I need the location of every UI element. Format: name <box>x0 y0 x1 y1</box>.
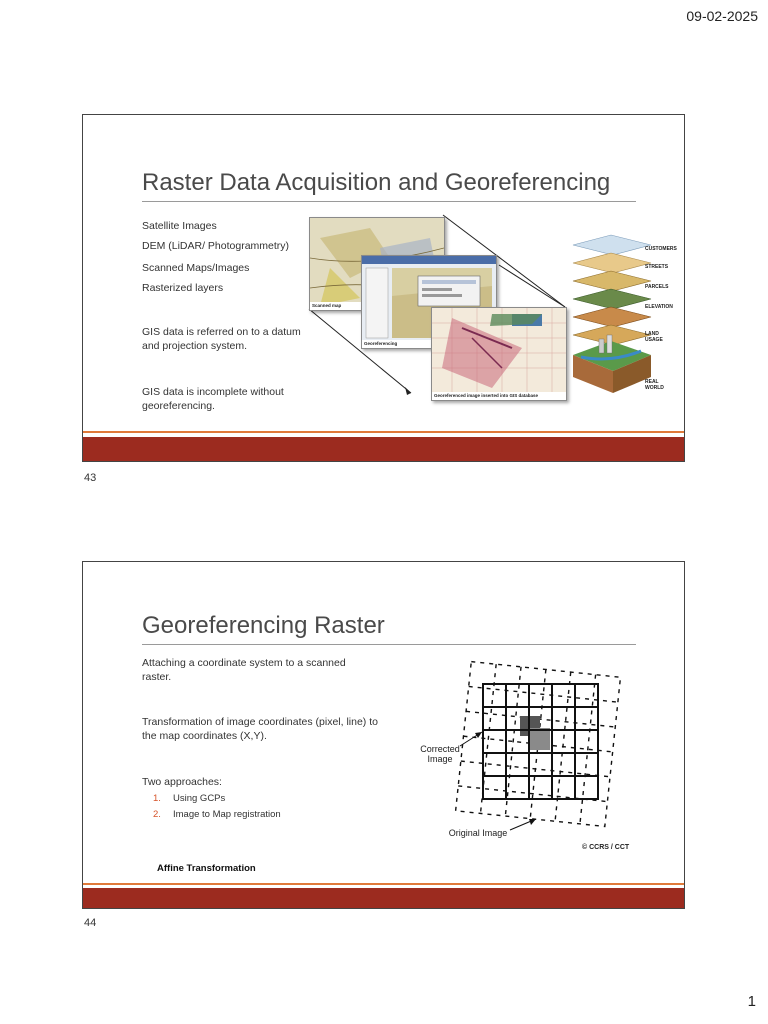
paragraph-transformation: Transformation of image coordinates (pixel, line) to the map coordinates (X,Y). <box>142 716 378 742</box>
page-number: 1 <box>747 993 756 1010</box>
slide-footer-bar <box>83 888 684 908</box>
approach-item-1 <box>153 793 225 804</box>
caption-georeferenced: Georeferenced image inserted into GIS database <box>432 392 566 400</box>
bullet-rasterized-layers: Rasterized layers <box>142 282 224 294</box>
approach-item-2 <box>153 809 281 820</box>
gis-layers-image <box>571 233 683 413</box>
approach-label: Using GCPs <box>173 793 226 804</box>
bullet-dem: DEM (LiDAR/ Photogrammetry) <box>142 240 290 252</box>
approach-number: 1. <box>153 793 161 804</box>
original-image-label: Original Image <box>448 828 508 838</box>
corrected-image-label: Corrected Image <box>420 744 460 764</box>
georeferenced-map-card <box>431 307 567 401</box>
layer-label-land-usage: LAND USAGE <box>645 331 663 343</box>
copyright-text: © CCRS / CCT <box>582 844 630 851</box>
paragraph-two-approaches: Two approaches: <box>142 776 222 788</box>
paragraph-attaching: Attaching a coordinate system to a scanned raster. <box>142 657 346 683</box>
layer-label-streets: STREETS <box>645 264 669 270</box>
approach-label: Image to Map registration <box>173 809 281 820</box>
slide-footer-accent <box>83 883 684 885</box>
slide-footer-bar <box>83 437 684 461</box>
layer-label-customers: CUSTOMERS <box>645 246 677 252</box>
slide-number-43: 43 <box>84 472 97 484</box>
caption-georeferencing: Georeferencing <box>362 340 496 348</box>
bullet-satellite-images: Satellite Images <box>142 220 217 232</box>
page-date: 09-02-2025 <box>686 8 758 24</box>
layer-label-elevation: ELEVATION <box>645 304 673 310</box>
slide-number-44: 44 <box>84 917 97 929</box>
layer-label-parcels: PARCELS <box>645 284 669 290</box>
approach-number: 2. <box>153 809 161 820</box>
affine-transformation-note: Affine Transformation <box>157 863 256 874</box>
slide-footer-accent <box>83 431 684 433</box>
layer-label-real-world: REAL WORLD <box>645 379 664 391</box>
georeferencing-collage-image <box>303 213 573 409</box>
slide-title: Georeferencing Raster <box>142 612 636 645</box>
slide-title: Raster Data Acquisition and Georeferencing <box>142 169 636 202</box>
slide-44 <box>82 561 685 909</box>
paragraph-datum: GIS data is referred on to a datum and projection system. <box>142 326 301 352</box>
caption-scanned-map: Scanned map <box>310 302 444 310</box>
slide-43 <box>82 114 685 462</box>
georeferencing-grid-diagram <box>418 654 648 854</box>
bullet-scanned-maps: Scanned Maps/Images <box>142 262 250 274</box>
paragraph-incomplete: GIS data is incomplete without georeferencing. <box>142 386 284 412</box>
